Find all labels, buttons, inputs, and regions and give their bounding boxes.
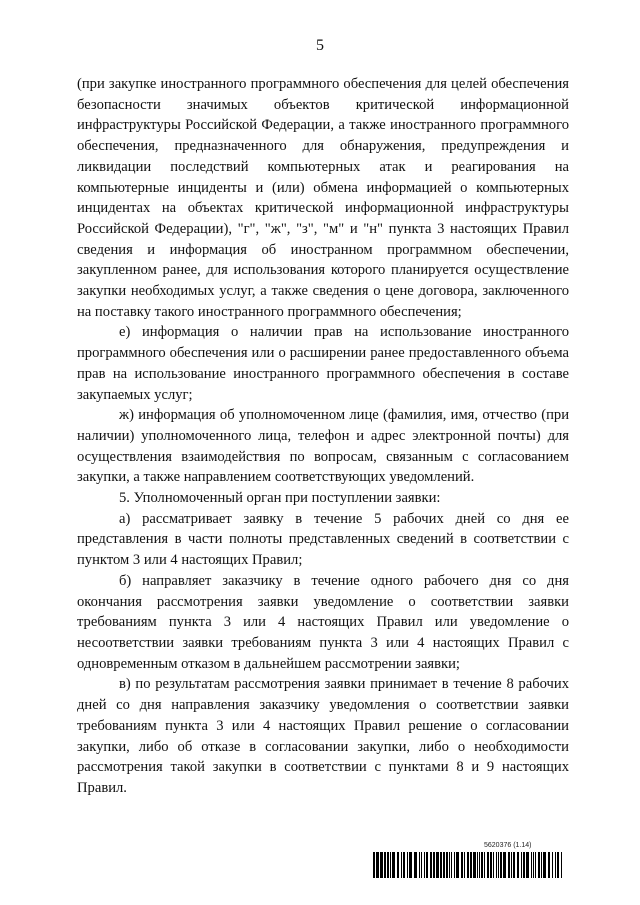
document-body: [77, 74, 569, 799]
barcode-icon: [372, 852, 564, 878]
paragraph: (при закупке иностранного программного обеспечения для целей обеспечения безопасности значимых объектов критической информационной инфраструктуры Российской Федерации, а также иностранного программного обеспечения, предназначенного для обнаружения, предупреждения и ликвидации последствий компьютерных атак и реагирования на компьютерные инциденты и (или) обмена информацией о компьютерных инцидентах на объектах критической информационной инфраструктуры Российской Федерации), "г", "ж", "з", "м" и "н" пункта 3 настоящих Правил сведения и информация об иностранном программном обеспечении, закупленном ранее, для использования которого планируется осуществление закупки необходимых услуг, а также сведения о цене договора, заключенного на поставку такого иностранного программного обеспечения;: [77, 76, 569, 320]
paragraph: ж) информация об уполномоченном лице (фамилия, имя, отчество (при наличии) уполномоченного лица, телефон и адрес электронной почты) для осуществления взаимодействия по вопросам, связанным с согласованием закупки, а также направлением соответствующих уведомлений.: [77, 407, 569, 486]
page-number: 5: [316, 37, 324, 54]
paragraph: 5. Уполномоченный орган при поступлении заявки:: [119, 490, 441, 507]
paragraph: а) рассматривает заявку в течение 5 рабочих дней со дня ее представления в части полноты представленных сведений в соответствии с пунктом 3 или 4 настоящих Правил;: [77, 510, 569, 569]
paragraph: е) информация о наличии прав на использование иностранного программного обеспечения или о расширении ранее предоставленного объема прав на использование иностранного программного обеспечения в составе закупаемых услуг;: [77, 324, 569, 403]
paragraph: в) по результатам рассмотрения заявки принимает в течение 8 рабочих дней со дня направления заказчику уведомления о соответствии заявки требованиям пункта 3 или 4 настоящих Правил решение о согласовании закупки, либо об отказе в согласовании закупки, либо о необходимости рассмотрения такой закупки в соответствии с пунктами 8 и 9 настоящих Правил.: [77, 676, 569, 796]
paragraph: б) направляет заказчику в течение одного рабочего дня со дня окончания рассмотрения заявки уведомление о соответствии заявки требованиям пункта 3 или 4 настоящих Правил или уведомление о несоответствии заявки требованиям пункта 3 или 4 настоящих Правил с одновременным отказом в дальнейшем рассмотрении заявки;: [77, 572, 569, 672]
document-code: 5620376 (1.14): [484, 842, 532, 849]
